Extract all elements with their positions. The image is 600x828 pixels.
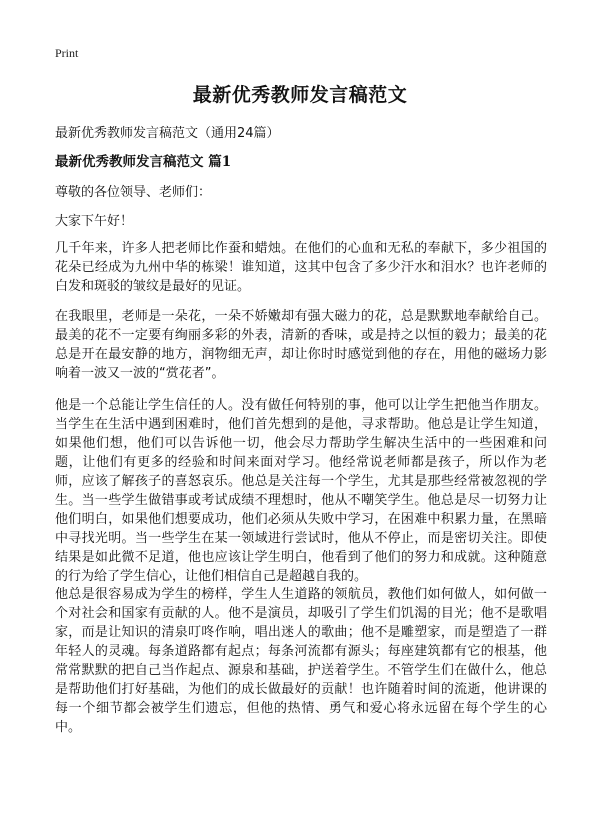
greeting-salutation: 尊敬的各位领导、老师们： xyxy=(55,185,212,200)
paragraph-2: 在我眼里，老师是一朵花，一朵不娇嫩却有强大磁力的花，总是默默地奉献给自己。最美的花不一定要有绚丽多彩的外表，清新的香味，或是持之以恒的毅力；最美的花总是开在最安静的地方，润物细无声，却让你时时感觉到他的存在，用他的磁场力影响着一波又一波的“赏花者”。 xyxy=(55,309,547,381)
print-label: Print xyxy=(55,46,79,60)
greeting-hello: 大家下午好！ xyxy=(55,214,134,229)
paragraph-1: 几千年来，许多人把老师比作蚕和蜡烛。在他们的心血和无私的奉献下，多少祖国的花朵已经成为九州中华的栋梁！谁知道，这其中包含了多少汗水和泪水？也许老师的白发和斑驳的皱纹是最好的见证。 xyxy=(55,241,547,294)
page-title: 最新优秀教师发言稿范文 xyxy=(192,84,408,106)
paragraph-4: 他总是很容易成为学生的榜样，学生人生道路的领航员，教他们如何做人，如何做一个对社会和国家有贡献的人。他不是演员，却吸引了学生们饥渴的目光；他不是歌唱家，而是让知识的清泉叮咚作响，唱出迷人的歌曲；他不是雕塑家，而是塑造了一群年轻人的灵魂。每条道路都有起点；每条河流都有源头；每座建筑都有它的根基，他常常默默的把自己当作起点、源泉和基础，护送着学生。不管学生们在做什么，他总是帮助他们打好基础，为他们的成长做最好的贡献！也许随着时间的流逝，他讲课的每一个细节都会被学生们遗忘，但他的热情、勇气和爱心将永远留在每个学生的心中。 xyxy=(55,587,547,735)
paragraph-3: 他是一个总能让学生信任的人。没有做任何特别的事，他可以让学生把他当作朋友。当学生在生活中遇到困难时，他们首先想到的是他，寻求帮助。他总是让学生知道，如果他们想，他们可以告诉他一切，他会尽力帮助学生解决生活中的一些困难和问题，让他们有更多的经验和时间来面对学习。他经常说老师都是孩子，所以作为老师，应该了解孩子的喜怒哀乐。他总是关注每一个学生，尤其是那些经常被忽视的学生。当一些学生做错事或考试成绩不理想时，他从不嘲笑学生。他总是尽一切努力让他们明白，如果他们想要成功，他们必须从失败中学习，在困难中积累力量，在黑暗中寻找光明。当一些学生在某一领域进行尝试时，他从不停止，而是密切关注。即使结果是如此微不足道，他也应该让学生明白，他看到了他们的努力和成就。这种随意的行为给了学生信心，让他们相信自己是超越自我的。 xyxy=(55,398,547,584)
document-subtitle: 最新优秀教师发言稿范文（通用24篇） xyxy=(55,126,280,141)
section-heading: 最新优秀教师发言稿范文 篇1 xyxy=(55,154,232,170)
